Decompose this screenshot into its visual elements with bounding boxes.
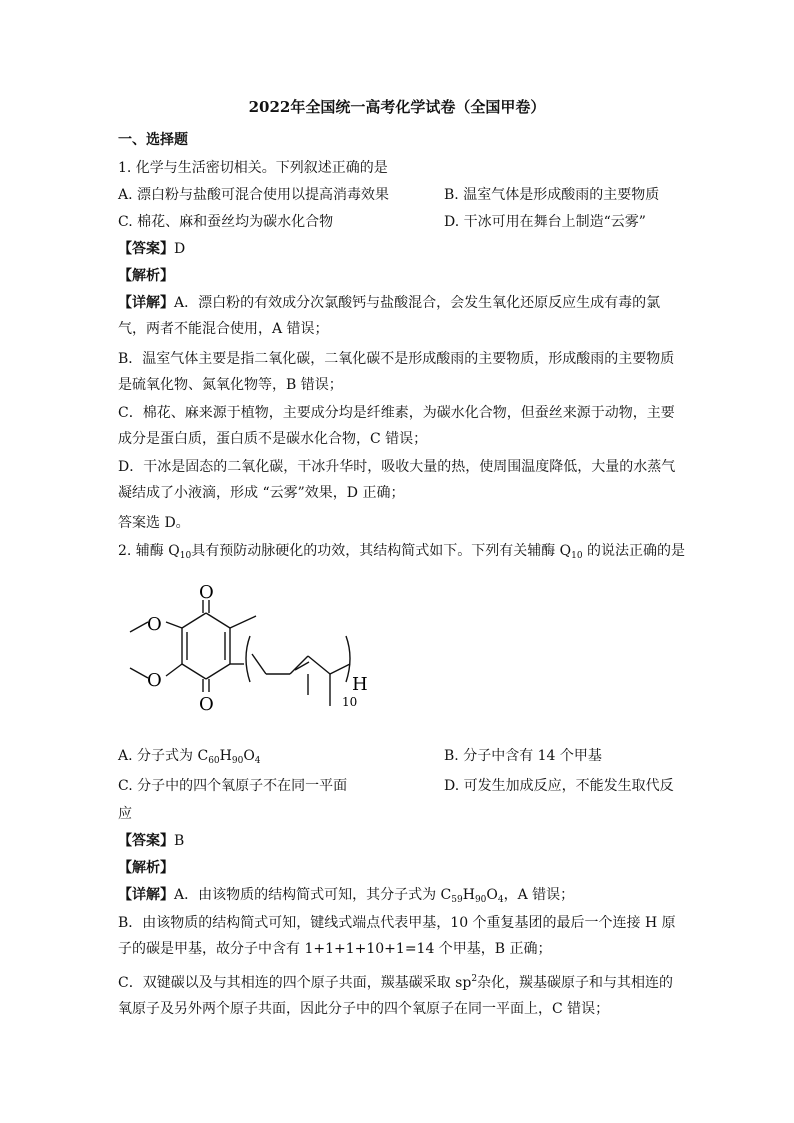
answer-label: 【答案】 [118, 833, 174, 849]
left-parenthesis [246, 636, 250, 682]
methoxy-bond [130, 622, 148, 632]
q2-option-a-sub1: 60 [208, 756, 220, 766]
q1-detail-b: B．温室气体主要是指二氧化碳，二氧化碳不是形成酸雨的主要物质，形成酸雨的主要物质是硫氧化物、氮氧化物等，B 错误； [118, 351, 675, 393]
q2-stem-post: 的说法正确的是 [582, 543, 686, 559]
q1-detail-c: C．棉花、麻来源于植物，主要成分均是纤维素，为碳水化合物，但蚕丝来源于动物，主要成分是蛋白质，蛋白质不是碳水化合物，C 错误； [118, 405, 675, 447]
q2-detail-c-post: 杂化，羰基碳原子和与其相连的氧原子及另外两个原子共面，因此分子中的四个氧原子在同一平面上，C 错误； [118, 975, 674, 1017]
ring-bond [182, 613, 206, 628]
q2-stem-pre: 2. 辅酶 Q [118, 543, 180, 559]
answer-label: 【答案】 [118, 241, 174, 257]
methoxy-bond [166, 622, 182, 628]
q1-option-c: C. 棉花、麻和蚕丝均为碳水化合物 [118, 214, 334, 230]
q1-detail-a: A．漂白粉的有效成分次氯酸钙与盐酸混合，会发生氧化还原反应生成有毒的氯气，两者不能混合使用，A 错误； [118, 295, 661, 337]
q2-stem-sub2: 10 [571, 551, 583, 561]
answer-value: D [174, 241, 186, 257]
q2-option-b: B. 分子中含有 14 个甲基 [444, 748, 602, 764]
q2-detail-a-pre: A．由该物质的结构简式可知，其分子式为 C [174, 887, 452, 903]
methoxy-bond [130, 668, 148, 678]
oxygen-methoxy-2: O [147, 670, 162, 691]
q2-detail-a [118, 882, 678, 913]
chain-bond [308, 656, 330, 674]
ring-bond [206, 613, 230, 628]
q1-option-d: D. 干冰可用在舞台上制造“云雾” [444, 214, 646, 230]
q2-option-a [118, 746, 261, 771]
hydrogen-end: H [352, 674, 368, 695]
q2-answer [118, 831, 184, 851]
q2-stem [118, 541, 685, 566]
q2-option-a-sub3: 4 [254, 756, 261, 766]
detail-label: 【详解】 [118, 295, 174, 311]
chain-bond [330, 664, 350, 674]
q2-detail-c [118, 966, 678, 1022]
q2-detail-a-post: ，A 错误； [503, 887, 575, 903]
section-heading: 一、选择题 [118, 132, 188, 148]
q1-analysis-label: 【解析】 [118, 268, 174, 284]
oxygen-top: O [199, 582, 214, 603]
q1-answer [118, 239, 185, 259]
q2-option-a-pre: A. 分子式为 C [118, 748, 209, 764]
q2-detail-a-mid1: H [462, 887, 475, 903]
coenzyme-q10-structure [110, 578, 410, 728]
chain-bond [252, 654, 266, 674]
q2-analysis-label: 【解析】 [118, 860, 174, 876]
q2-option-c: C. 分子中的四个氧原子不在同一平面 [118, 778, 348, 794]
q2-stem-sub1: 10 [179, 551, 192, 561]
q2-detail-b: B．由该物质的结构简式可知，键线式端点代表甲基，10 个重复基团的最后一个连接 H 原子的碳是甲基，故分子中含有 1+1+1+10+1=14 个甲基，B 正确； [118, 915, 676, 957]
q2-option-a-sub2: 90 [231, 756, 244, 766]
q2-option-a-mid2: O [243, 748, 255, 764]
detail-label: 【详解】 [118, 887, 174, 903]
q1-option-b: B. 温室气体是形成酸雨的主要物质 [444, 187, 660, 203]
q2-detail-a-sub3: 4 [497, 895, 504, 905]
q2-detail-a-sub2: 90 [474, 895, 487, 905]
q1-option-a: A. 漂白粉与盐酸可混合使用以提高消毒效果 [118, 187, 390, 203]
oxygen-bottom: O [199, 694, 214, 715]
q1-detail [118, 290, 678, 342]
document-title: 2022年全国统一高考化学试卷（全国甲卷） [248, 98, 546, 116]
right-parenthesis [346, 636, 350, 682]
q2-detail-a-sub1: 59 [451, 895, 463, 905]
oxygen-methoxy-1: O [147, 614, 162, 635]
ring-bond [206, 664, 230, 679]
q2-option-a-mid1: H [219, 748, 232, 764]
q2-option-d: D. 可发生加成反应，不能发生取代反 [444, 778, 674, 794]
q2-detail-a-mid2: O [486, 887, 498, 903]
q2-detail-c-sup: 2 [471, 974, 478, 984]
methoxy-bond [166, 664, 182, 676]
answer-value: B [174, 833, 185, 849]
repeat-count: 10 [342, 695, 358, 709]
ring-bond [182, 664, 206, 679]
q2-option-d-continued: 应 [118, 806, 132, 822]
q1-detail-d: D．干冰是固态的二氧化碳，干冰升华时，吸收大量的热，使周围温度降低，大量的水蒸气凝结成了小液滴，形成 “云雾”效果，D 正确； [118, 459, 676, 501]
q2-stem-mid: 具有预防动脉硬化的功效，其结构简式如下。下列有关辅酶 Q [191, 543, 572, 559]
q2-detail-c-pre: C．双键碳以及与其相连的四个原子共面，羰基碳采取 sp [118, 975, 472, 991]
methyl-bond [230, 616, 256, 628]
q1-stem: 1. 化学与生活密切相关。下列叙述正确的是 [118, 160, 388, 176]
q1-conclusion: 答案选 D。 [118, 515, 190, 531]
chain-bond [290, 656, 308, 674]
